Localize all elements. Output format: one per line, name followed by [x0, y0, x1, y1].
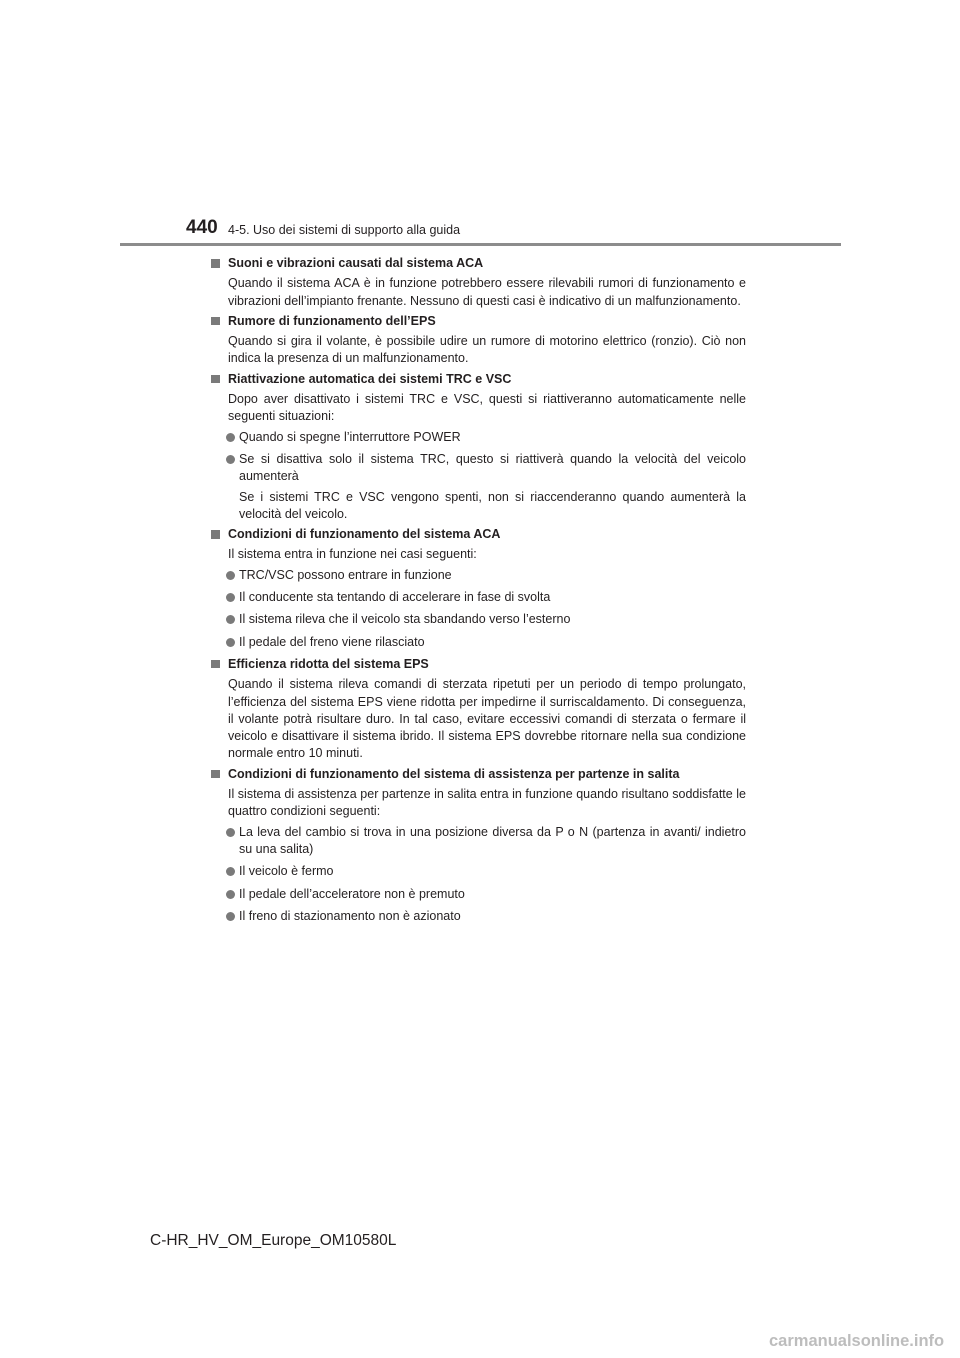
- section-text: Quando il sistema rileva comandi di sterzata ripetuti per un periodo di tempo prolungato, l’efficienza del sistema EPS viene ridotta per impedirne il surriscaldamento. Di conseguenza, il volante potrà risultare duro. In tal caso, evitare eccessivi comandi di sterzata o fermare il veicolo e disattivare il sistema ibrido. Il sistema EPS dovrebbe ritornare nella sua condizione normale entro 10 minuti.: [228, 677, 746, 761]
- list-item: Il sistema rileva che il veicolo sta sbandando verso l’esterno: [211, 611, 746, 628]
- section-text: Dopo aver disattivato i sistemi TRC e VSC, questi si riattiveranno automaticamente nelle seguenti situazioni:: [228, 392, 746, 424]
- round-bullet-icon: [226, 638, 235, 647]
- list-item: La leva del cambio si trova in una posizione diversa da P o N (partenza in avanti/ indietro su una salita): [211, 824, 746, 859]
- section-trc-vsc-reactivation: [211, 371, 746, 523]
- round-bullet-icon: [226, 455, 235, 464]
- list-item: TRC/VSC possono entrare in funzione: [211, 567, 746, 584]
- round-bullet-icon: [226, 867, 235, 876]
- list-item: Se si disattiva solo il sistema TRC, questo si riattiverà quando la velocità del veicolo aumenterà: [211, 451, 746, 486]
- section-aca-noise: [211, 255, 746, 310]
- section-heading: Condizioni di funzionamento del sistema di assistenza per partenze in salita: [211, 766, 746, 783]
- round-bullet-icon: [226, 615, 235, 624]
- section-text: Quando il sistema ACA è in funzione potrebbero essere rilevabili rumori di funzionamento e vibrazioni dell’impianto frenante. Nessuno di questi casi è indicativo di un malfunzionamento.: [228, 276, 746, 308]
- list-item: Quando si spegne l’interruttore POWER: [211, 429, 746, 446]
- document-code: C-HR_HV_OM_Europe_OM10580L: [150, 1232, 397, 1249]
- page-content: [211, 255, 746, 930]
- section-text: Il sistema di assistenza per partenze in salita entra in funzione quando risultano soddisfatte le quattro condizioni seguenti:: [228, 787, 746, 819]
- round-bullet-icon: [226, 593, 235, 602]
- square-bullet-icon: [211, 770, 220, 779]
- section-heading: Riattivazione automatica dei sistemi TRC e VSC: [211, 371, 746, 388]
- round-bullet-icon: [226, 571, 235, 580]
- section-heading: Condizioni di funzionamento del sistema ACA: [211, 526, 746, 543]
- section-text: Il sistema entra in funzione nei casi seguenti:: [228, 547, 477, 562]
- list-item: Il conducente sta tentando di accelerare in fase di svolta: [211, 589, 746, 606]
- square-bullet-icon: [211, 259, 220, 268]
- square-bullet-icon: [211, 660, 220, 669]
- square-bullet-icon: [211, 317, 220, 326]
- section-hill-start-conditions: [211, 766, 746, 925]
- section-heading: Rumore di funzionamento dell’EPS: [211, 313, 746, 330]
- square-bullet-icon: [211, 530, 220, 539]
- list-item: Il pedale del freno viene rilasciato: [211, 634, 746, 651]
- section-aca-conditions: [211, 526, 746, 651]
- watermark: carmanualsonline.info: [769, 1332, 945, 1350]
- list-item-note: Se i sistemi TRC e VSC vengono spenti, non si riaccenderanno quando aumenterà la velocità del veicolo.: [239, 489, 746, 521]
- section-eps-noise: [211, 313, 746, 368]
- page-number: 440: [186, 217, 218, 238]
- chapter-title: 4-5. Uso dei sistemi di supporto alla guida: [228, 223, 461, 237]
- round-bullet-icon: [226, 912, 235, 921]
- round-bullet-icon: [226, 433, 235, 442]
- list-item: Il pedale dell’acceleratore non è premuto: [211, 886, 746, 903]
- section-text: Quando si gira il volante, è possibile udire un rumore di motorino elettrico (ronzio). Ciò non indica la presenza di un malfunzionamento.: [228, 334, 746, 366]
- square-bullet-icon: [211, 375, 220, 384]
- section-heading: Efficienza ridotta del sistema EPS: [211, 656, 746, 673]
- round-bullet-icon: [226, 828, 235, 837]
- section-heading: Suoni e vibrazioni causati dal sistema ACA: [211, 255, 746, 272]
- list-item: Il veicolo è fermo: [211, 863, 746, 880]
- round-bullet-icon: [226, 890, 235, 899]
- section-eps-efficiency: [211, 656, 746, 763]
- header-divider: [120, 243, 841, 246]
- list-item: Il freno di stazionamento non è azionato: [211, 908, 746, 925]
